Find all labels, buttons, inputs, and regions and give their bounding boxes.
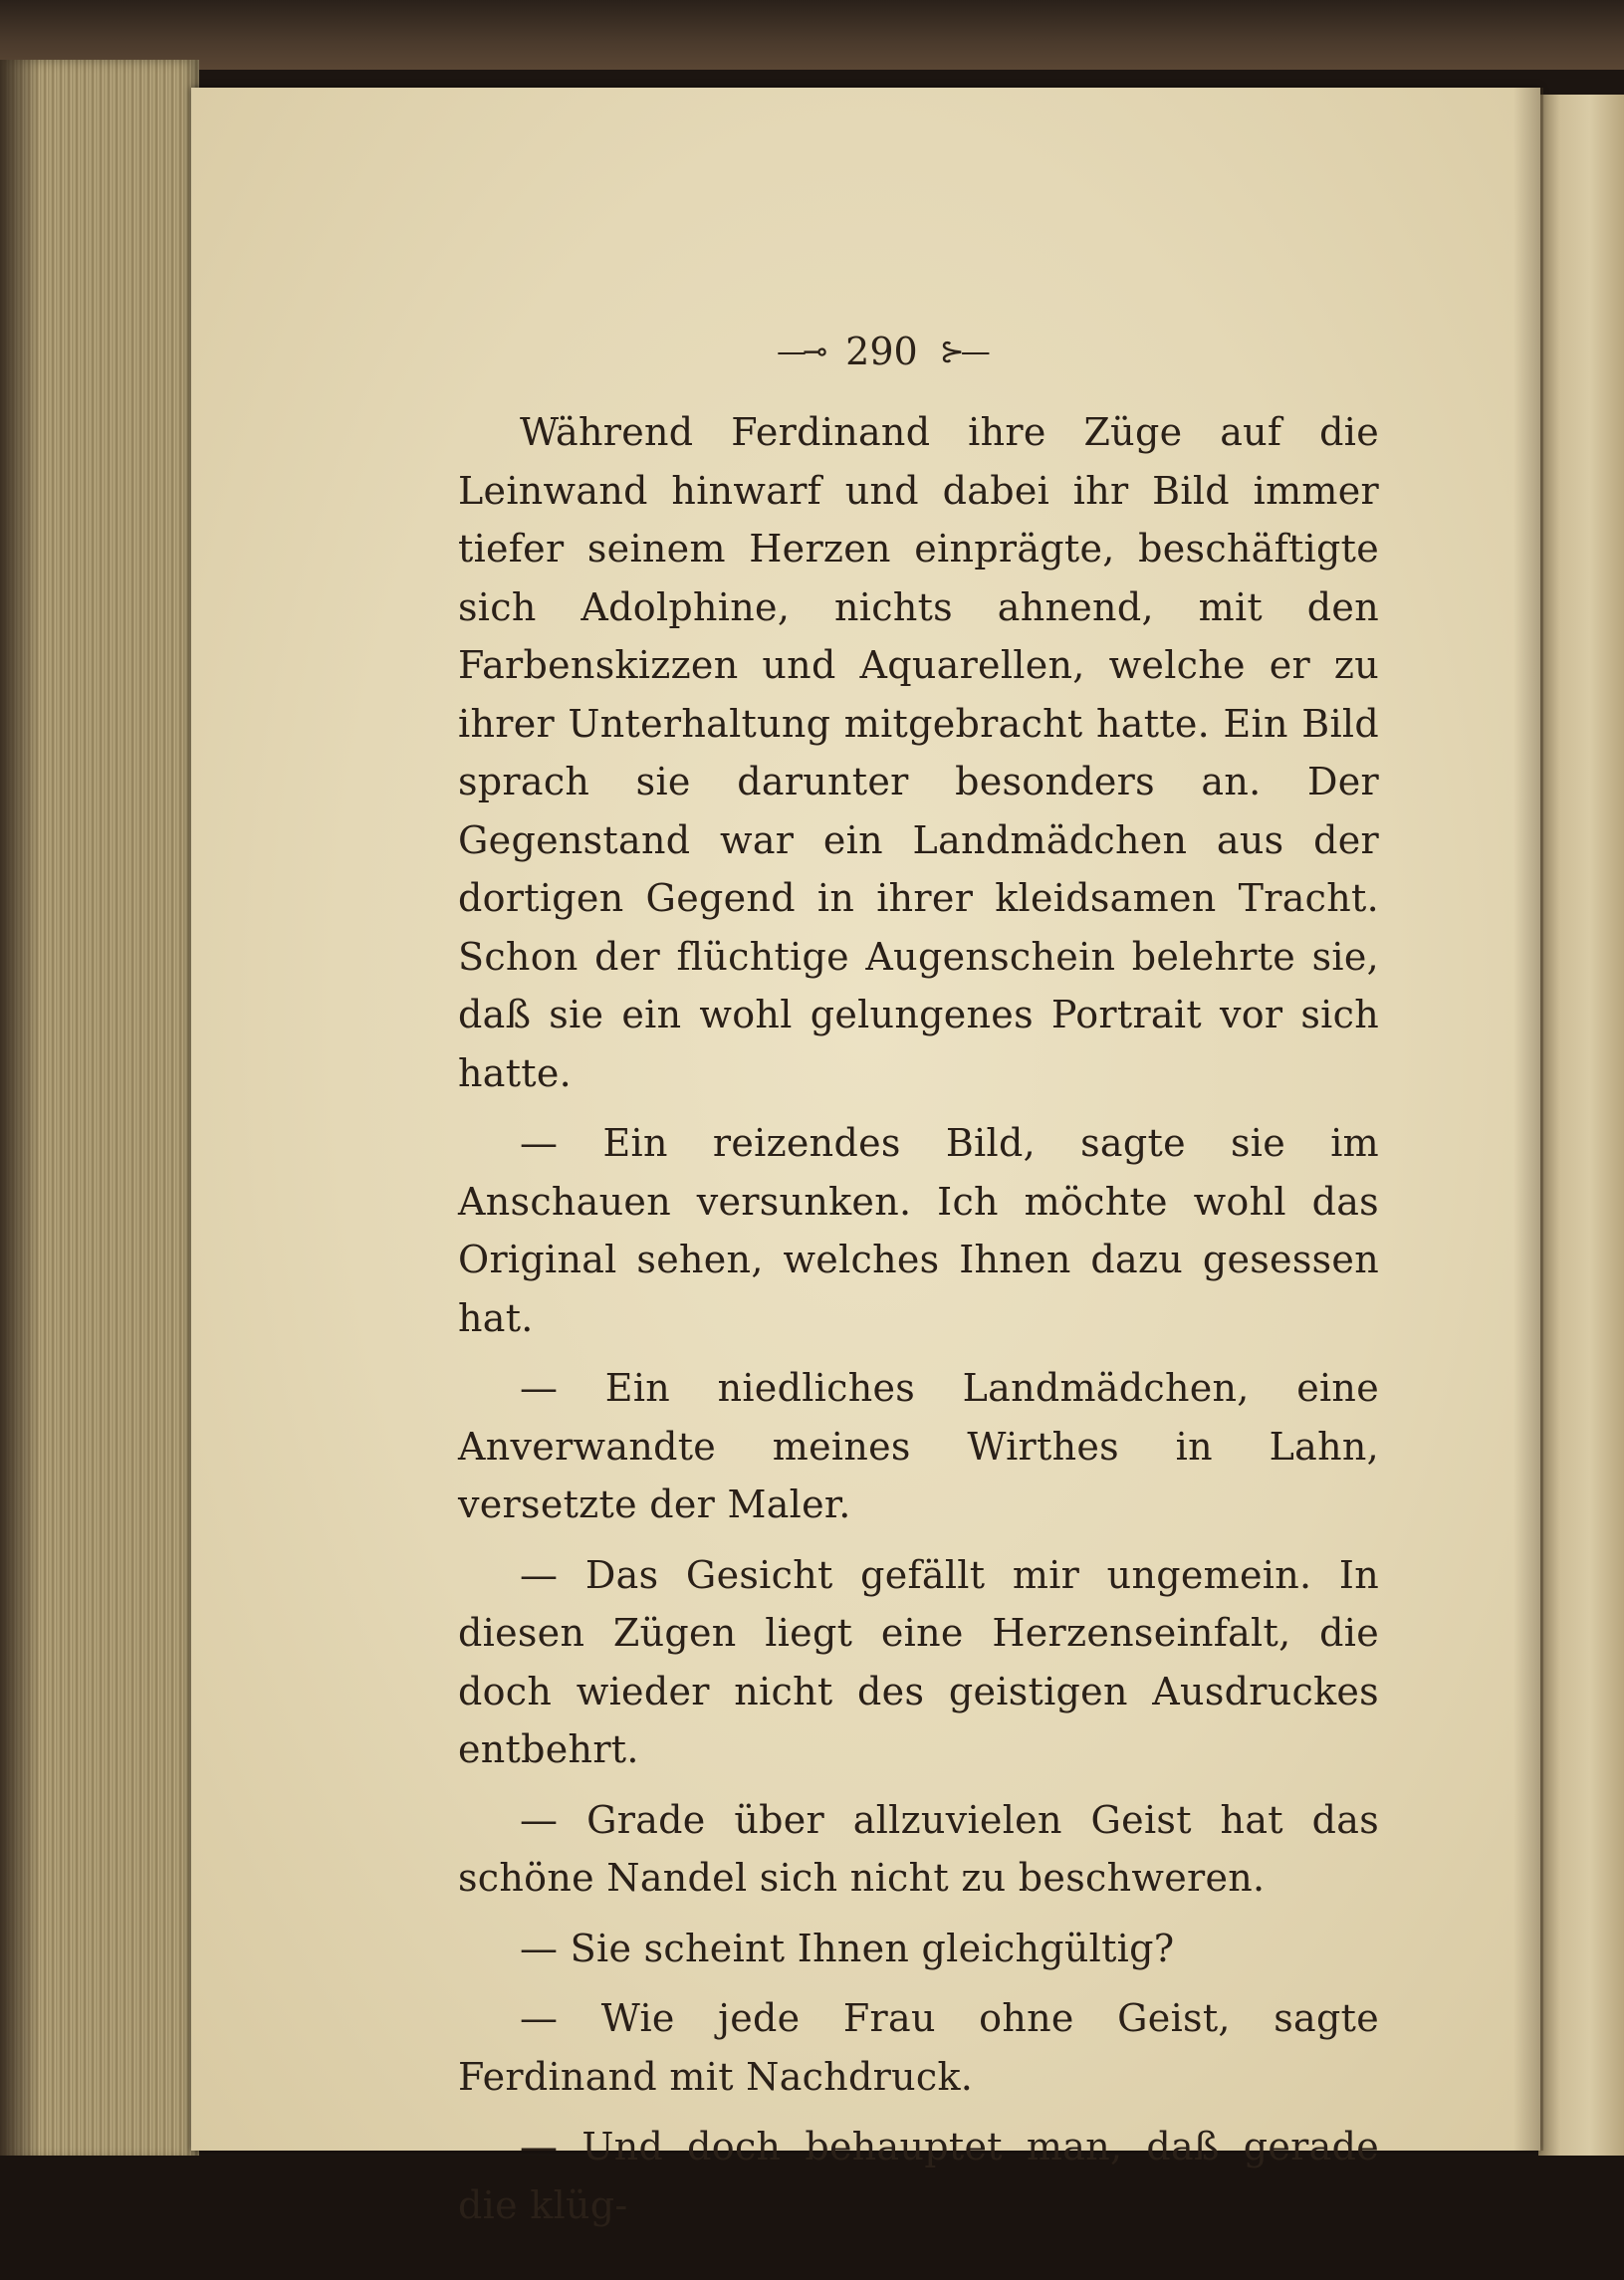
page-gutter-shadow [1513, 88, 1543, 2151]
paragraph-2: — Ein reizendes Bild, sagte sie im Anschauen versunken. Ich möchte wohl das Original sehen, welches Ihnen dazu gesessen hat. [458, 1121, 1379, 1340]
paragraph-4: — Das Gesicht gefällt mir ungemein. In diesen Zügen liegt eine Herzenseinfalt, die doch wieder nicht des geistigen Ausdruckes entbehrt. [458, 1552, 1379, 1771]
paragraph-5: — Grade über allzuvielen Geist hat das schöne Nandel sich nicht zu beschweren. [458, 1797, 1379, 1900]
binding-shadow [0, 60, 40, 2161]
header-ornament-right: ⊱— [939, 334, 987, 369]
paragraph-6: — Sie scheint Ihnen gleichgültig? [520, 1926, 1175, 1970]
facing-page-edge [1538, 95, 1624, 2161]
page-header [777, 327, 1075, 376]
paragraph-1: Während Ferdinand ihre Züge auf die Leinwand hinwarf und dabei ihr Bild immer tiefer seinem Herzen einprägte, beschäftigte sich Adolphine, nichts ahnend, mit den Farbenskizzen und Aquarellen, welche er zu ihrer Unterhaltung mitgebracht hatte. Ein Bild sprach sie darunter besonders an. Der Gegenstand war ein Landmädchen aus der dortigen Gegend in ihrer kleidsamen Tracht. Schon der flüchtige Augenschein belehrte sie, daß sie ein wohl gelungenes Portrait vor sich hatte. [458, 410, 1379, 1095]
book-top-edge [0, 0, 1624, 70]
page-number: 290 [845, 330, 918, 373]
paragraph-3: — Ein niedliches Landmädchen, eine Anverwandte meines Wirthes in Lahn, versetzte der Maler. [458, 1366, 1379, 1526]
paragraph-8: — Und doch behauptet man, daß gerade die klüg- [458, 2125, 1379, 2227]
paragraph-7: — Wie jede Frau ohne Geist, sagte Ferdinand mit Nachdruck. [458, 1996, 1379, 2099]
page-body-text [458, 403, 1379, 2238]
header-ornament-left: —⊸ [777, 334, 824, 369]
